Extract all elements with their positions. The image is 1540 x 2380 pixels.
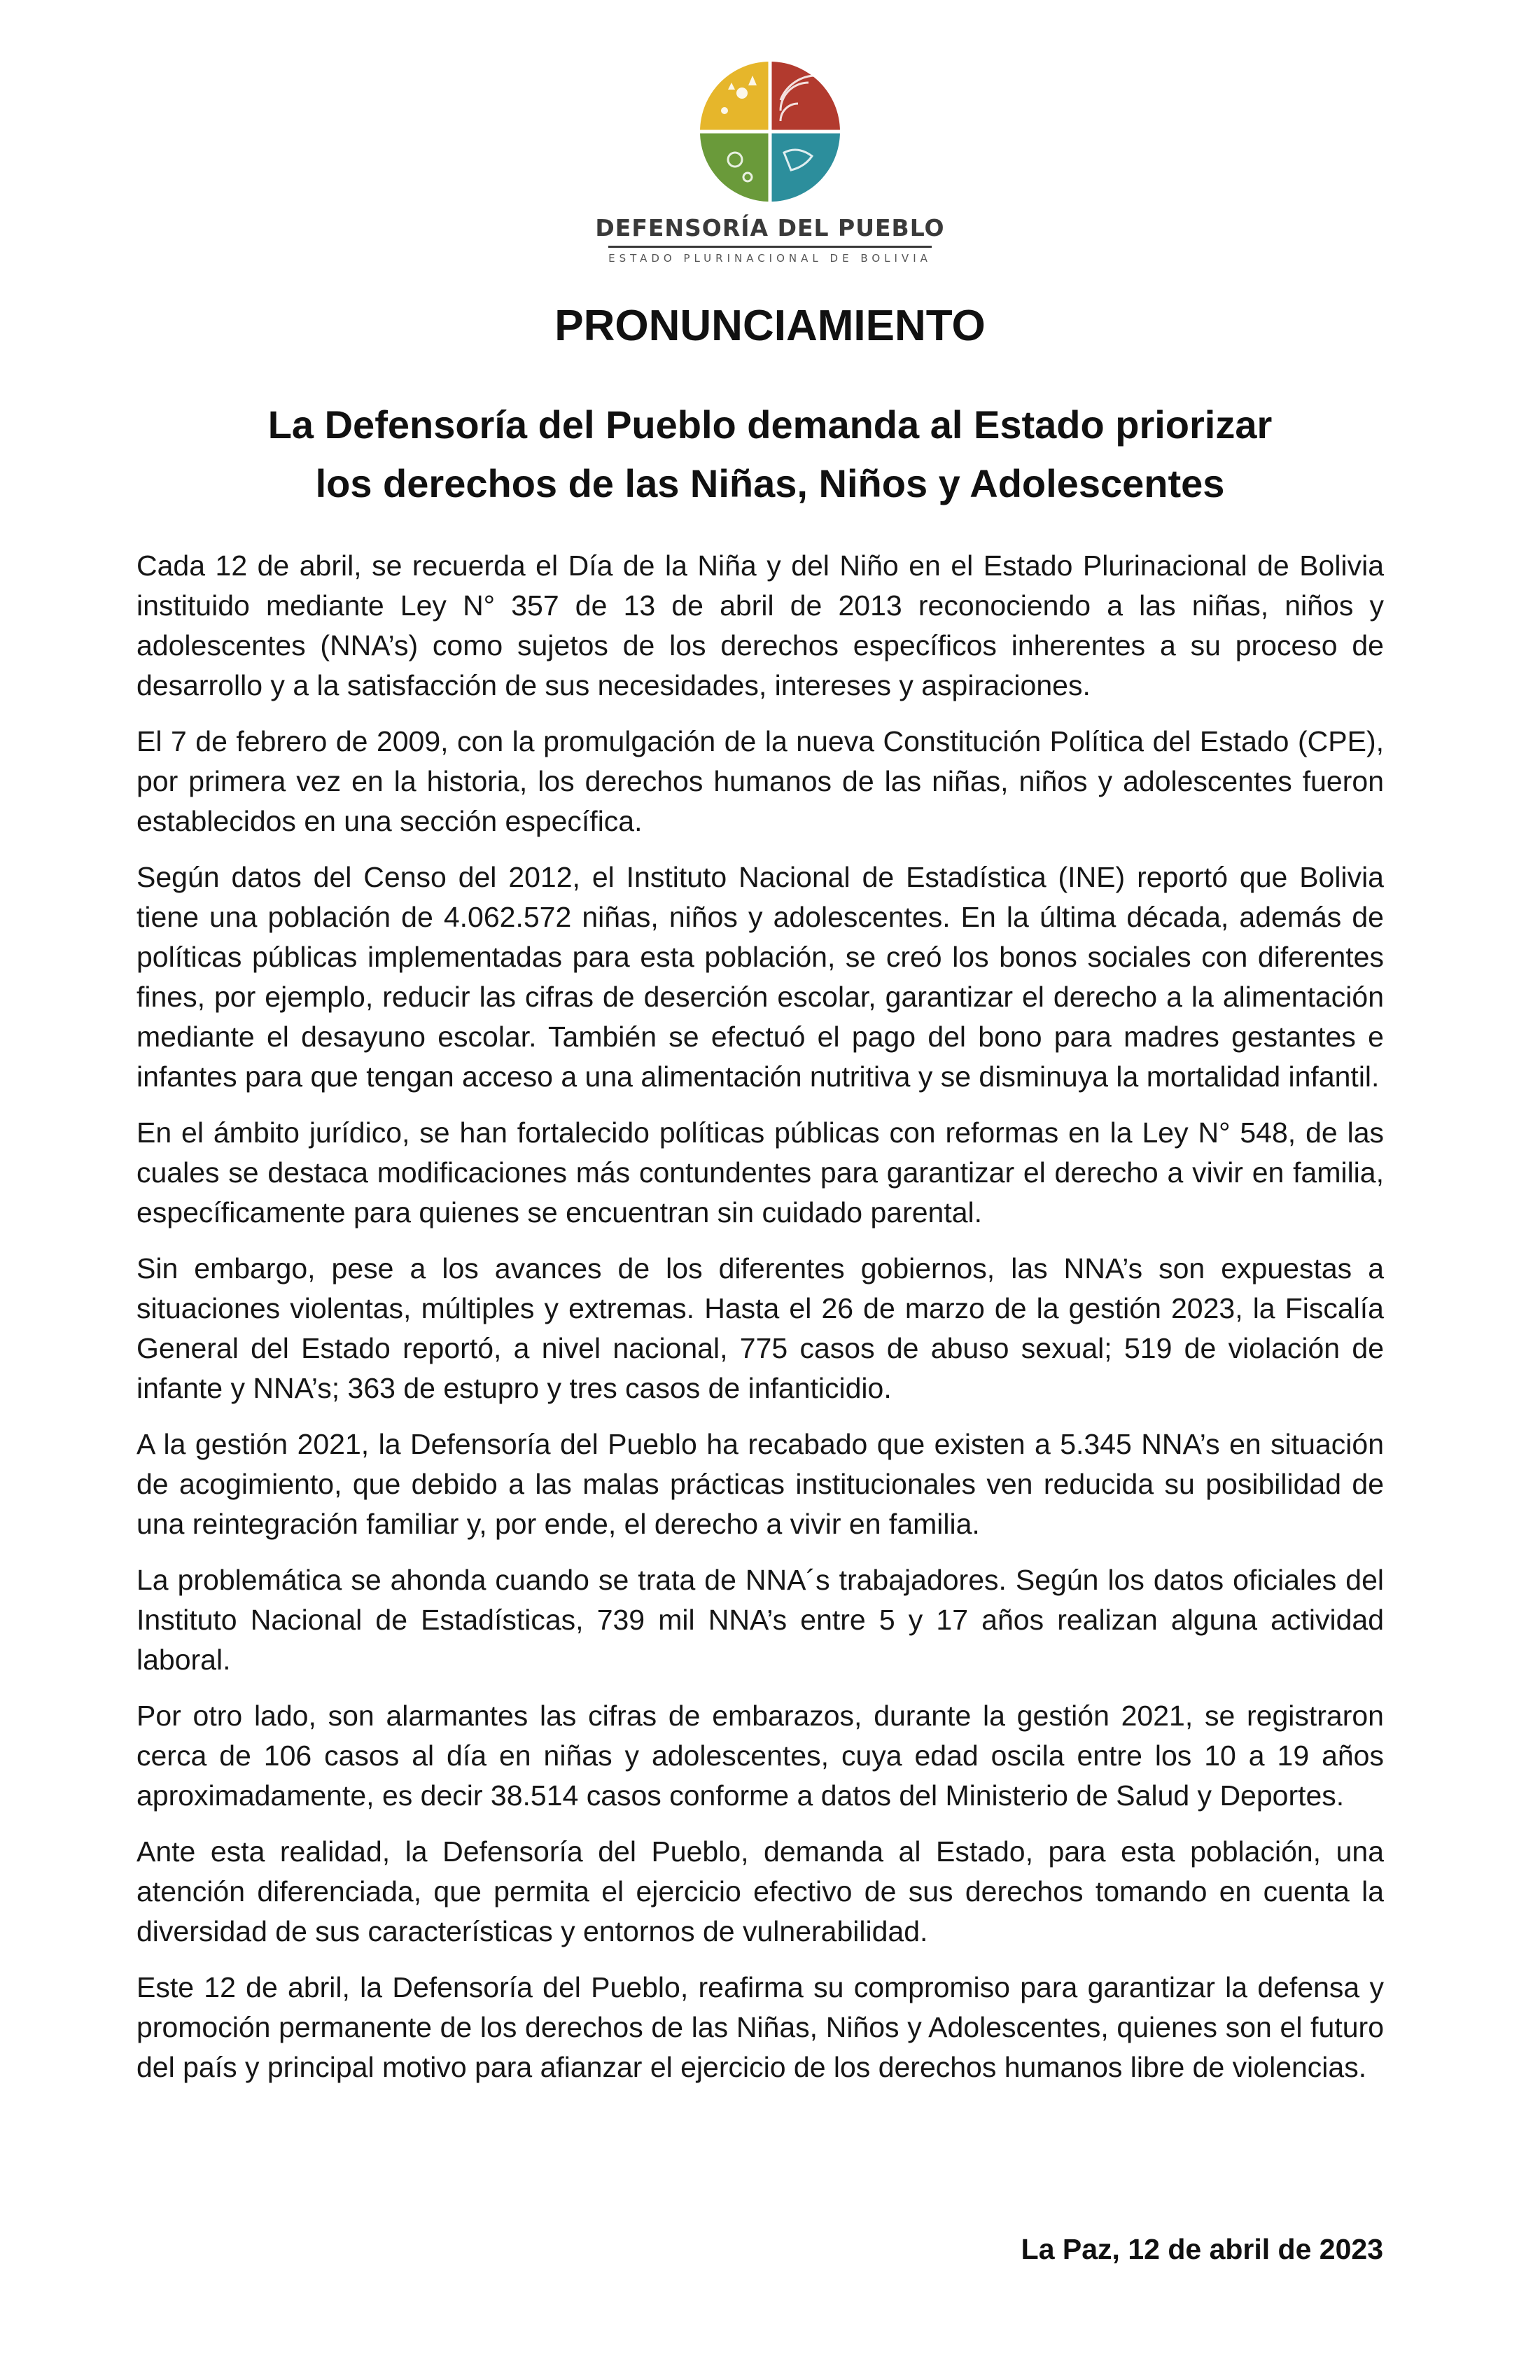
org-name: DEFENSORÍA DEL PUEBLO	[595, 214, 945, 241]
paragraph: Ante esta realidad, la Defensoría del Pueblo, demanda al Estado, para esta población, una atención diferenciada, que permita el ejercicio efectivo de sus derechos tomando en cuenta la diversidad de sus características y entornos de vulnerabilidad.	[136, 1835, 1384, 1947]
paragraph: En el ámbito jurídico, se han fortalecido políticas públicas con reformas en la Ley N° 548, de las cuales se destaca modificaciones más contundentes para garantizar el derecho a vivir en familia, específicamente para quienes se encuentran sin cuidado parental.	[136, 1116, 1384, 1228]
paragraph: A la gestión 2021, la Defensoría del Pueblo ha recabado que existen a 5.345 NNA’s en situación de acogimiento, que debido a las malas prácticas institucionales ven reducida su posibilidad de una reintegración familiar y, por ende, el derecho a vivir en familia.	[136, 1428, 1384, 1540]
paragraph: Cada 12 de abril, se recuerda el Día de la Niña y del Niño en el Estado Plurinacional de Bolivia instituido mediante Ley N° 357 de 13 de abril de 2013 reconociendo a las niñas, niños y adolescentes (NNA’s) como sujetos de los derechos específicos inherentes a su proceso de desarrollo y a la satisfacción de sus necesidades, intereses y aspiraciones.	[136, 550, 1384, 701]
paragraph: Por otro lado, son alarmantes las cifras de embarazos, durante la gestión 2021, se registraron cerca de 106 casos al día en niñas y adolescentes, cuya edad oscila entre los 10 a 19 años aproximadamente, es decir 38.514 casos conforme a datos del Ministerio de Salud y Deportes.	[136, 1700, 1384, 1812]
paragraph: Según datos del Censo del 2012, el Instituto Nacional de Estadística (INE) reportó que Bolivia tiene una población de 4.062.572 niñas, niños y adolescentes. En la última década, además de políticas públicas implementadas para esta población, se creó los bonos sociales con diferentes fines, por ejemplo, reducir las cifras de deserción escolar, garantizar el derecho a la alimentación mediante el desayuno escolar. También se efectuó el pago del bono para madres gestantes e infantes para que tengan acceso a una alimentación nutritiva y se disminuya la mortalidad infantil.	[136, 861, 1384, 1093]
document-body	[136, 546, 1384, 2104]
paragraph: El 7 de febrero de 2009, con la promulgación de la nueva Constitución Política del Estado (CPE), por primera vez en la historia, los derechos humanos de las niñas, niños y adolescentes fueron establecidos en una sección específica.	[136, 725, 1384, 837]
paragraph: Este 12 de abril, la Defensoría del Pueblo, reafirma su compromiso para garantizar la defensa y promoción permanente de los derechos de las Niñas, Niños y Adolescentes, quienes son el futuro del país y principal motivo para afianzar el ejercicio de los derechos humanos libre de violencias.	[136, 1971, 1384, 2083]
date-signature: La Paz, 12 de abril de 2023	[1021, 2233, 1383, 2265]
headline-line-2: los derechos de las Niñas, Niños y Adolescentes	[315, 461, 1225, 505]
org-subtitle: ESTADO PLURINACIONAL DE BOLIVIA	[608, 246, 932, 265]
document-title: PRONUNCIAMIENTO	[554, 302, 986, 350]
paragraph: Sin embargo, pese a los avances de los diferentes gobiernos, las NNA’s son expuestas a situaciones violentas, múltiples y extremas. Hasta el 26 de marzo de la gestión 2023, la Fiscalía General del Estado reportó, a nivel nacional, 775 casos de abuso sexual; 519 de violación de infante y NNA’s; 363 de estupro y tres casos de infanticidio.	[136, 1252, 1384, 1404]
paragraph: La problemática se ahonda cuando se trata de NNA´s trabajadores. Según los datos oficiales del Instituto Nacional de Estadísticas, 739 mil NNA’s entre 5 y 17 años realizan alguna actividad laboral.	[136, 1564, 1384, 1676]
headline	[140, 396, 1400, 513]
headline-line-1: La Defensoría del Pueblo demanda al Estado priorizar	[267, 402, 1273, 447]
defensoria-logo-icon	[693, 55, 847, 209]
letterhead	[0, 55, 1540, 265]
